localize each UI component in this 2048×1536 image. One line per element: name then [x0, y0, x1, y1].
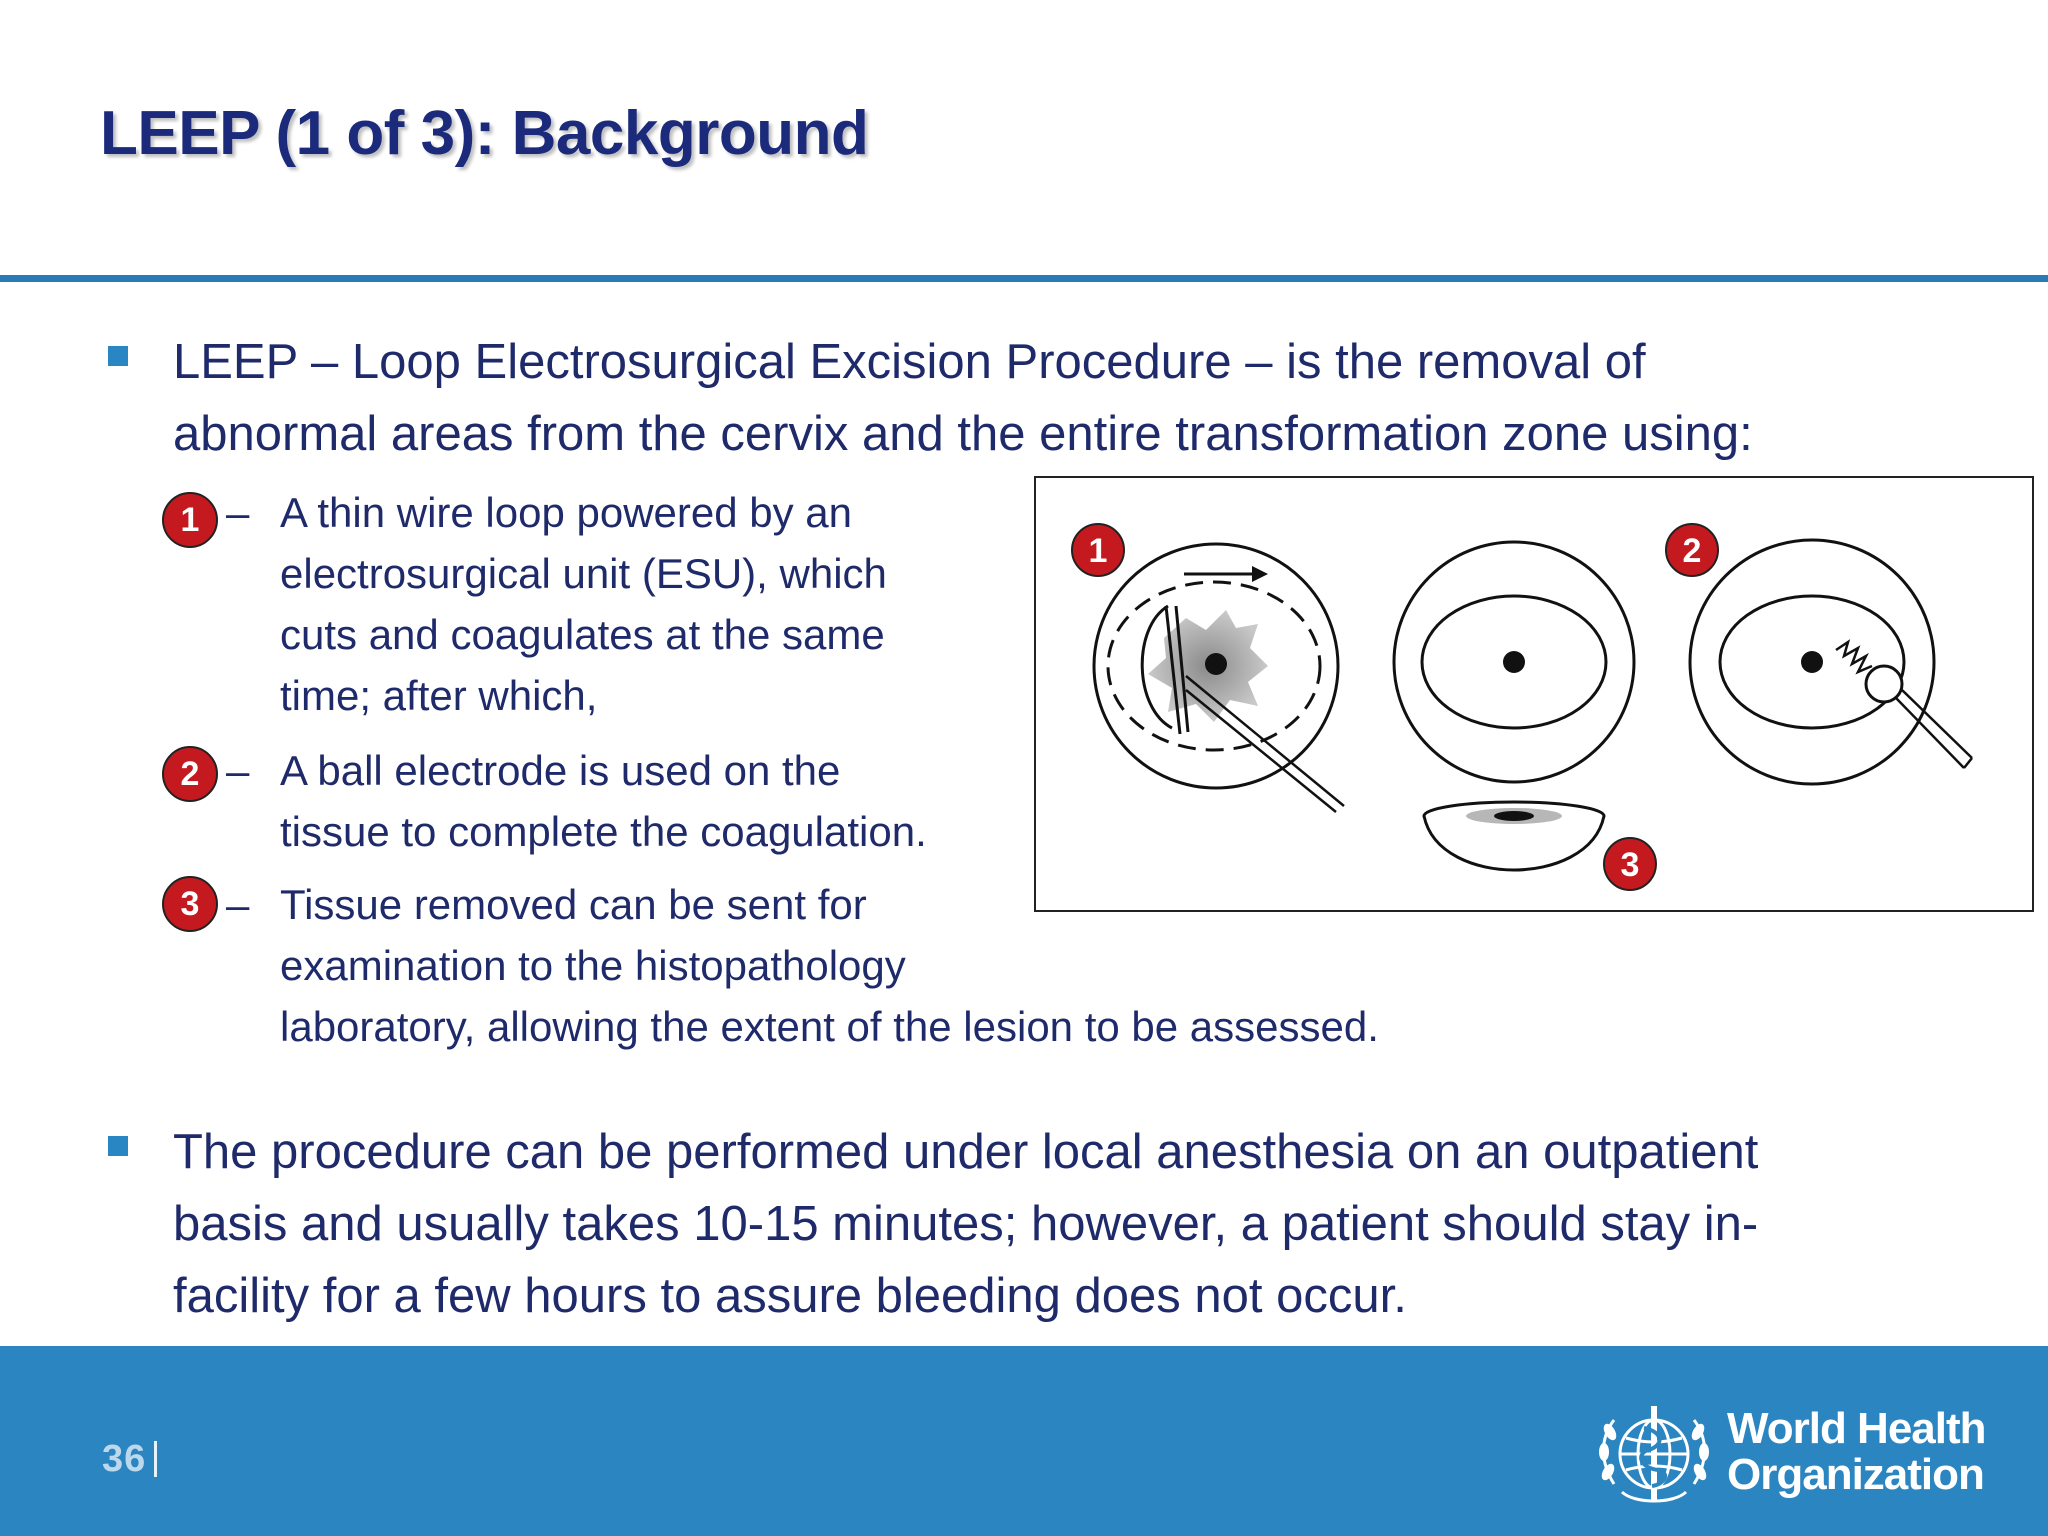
bullet-1-line-1: LEEP – Loop Electrosurgical Excision Procedure – is the removal of: [173, 335, 1646, 389]
sub-item-3-dash: –: [226, 881, 250, 928]
slide-title: LEEP (1 of 3): Background: [100, 99, 869, 168]
panel-excised-cervix: [1394, 542, 1634, 782]
figure-badge-1-label: 1: [1088, 532, 1108, 570]
sub-item-2-dash: –: [226, 747, 250, 794]
sub-item-1-line-4: time; after which,: [280, 672, 598, 719]
panel-1-wire-loop: [1094, 544, 1344, 812]
bullet-2-text: [173, 1116, 1758, 1332]
sub-item-1-badge: 1: [162, 492, 218, 548]
figure-badge-2: [1666, 524, 1718, 576]
figure-badge-2-label: 2: [1682, 532, 1702, 570]
figure-badge-3: [1604, 838, 1656, 890]
sub-item-2-line-2: tissue to complete the coagulation.: [280, 808, 927, 855]
sub-item-2-line-1: A ball electrode is used on the: [280, 747, 841, 794]
sub-item-3-line-1: Tissue removed can be sent for: [280, 881, 867, 928]
sub-item-1-line-2: electrosurgical unit (ESU), which: [280, 550, 887, 597]
bullet-2-line-1: The procedure can be performed under local anesthesia on an outpatient: [173, 1125, 1759, 1179]
sub-item-1-line-1: A thin wire loop powered by an: [280, 489, 853, 536]
bullet-1-line-2: abnormal areas from the cervix and the entire transformation zone using:: [173, 407, 1753, 461]
panel-2-ball-electrode: [1690, 540, 1972, 784]
figure-badge-3-label: 3: [1620, 846, 1640, 884]
bullet-1-text: [173, 326, 1753, 470]
sub-item-2-text: [280, 740, 927, 862]
title-divider: [0, 275, 2048, 282]
sub-item-1-text: [280, 482, 887, 726]
who-emblem-icon: [1592, 1392, 1716, 1516]
who-name-line-2: Organization: [1727, 1450, 1984, 1499]
who-organization-name: [1727, 1406, 1986, 1498]
leep-procedure-illustration: [1034, 476, 2034, 912]
figure-badge-1: [1072, 524, 1124, 576]
panel-3-removed-tissue: [1424, 802, 1604, 870]
sub-item-3-line-2: examination to the histopathology: [280, 942, 906, 989]
sub-item-3-line-3: laboratory, allowing the extent of the lesion to be assessed.: [280, 1003, 1379, 1050]
sub-item-3-badge: 3: [162, 876, 218, 932]
sub-item-1-line-3: cuts and coagulates at the same: [280, 611, 885, 658]
bullet-2-line-3: facility for a few hours to assure bleeding does not occur.: [173, 1269, 1407, 1323]
leep-diagram-icon: [1036, 478, 2036, 914]
bullet-marker-2: [108, 1136, 128, 1156]
who-name-line-1: World Health: [1727, 1404, 1986, 1453]
page-number-separator: [154, 1441, 157, 1477]
page-number: 36: [102, 1438, 147, 1480]
sub-item-1-dash: –: [226, 489, 250, 536]
sub-item-2-badge: 2: [162, 746, 218, 802]
bullet-2-line-2: basis and usually takes 10-15 minutes; however, a patient should stay in-: [173, 1197, 1759, 1251]
bullet-marker-1: [108, 346, 128, 366]
